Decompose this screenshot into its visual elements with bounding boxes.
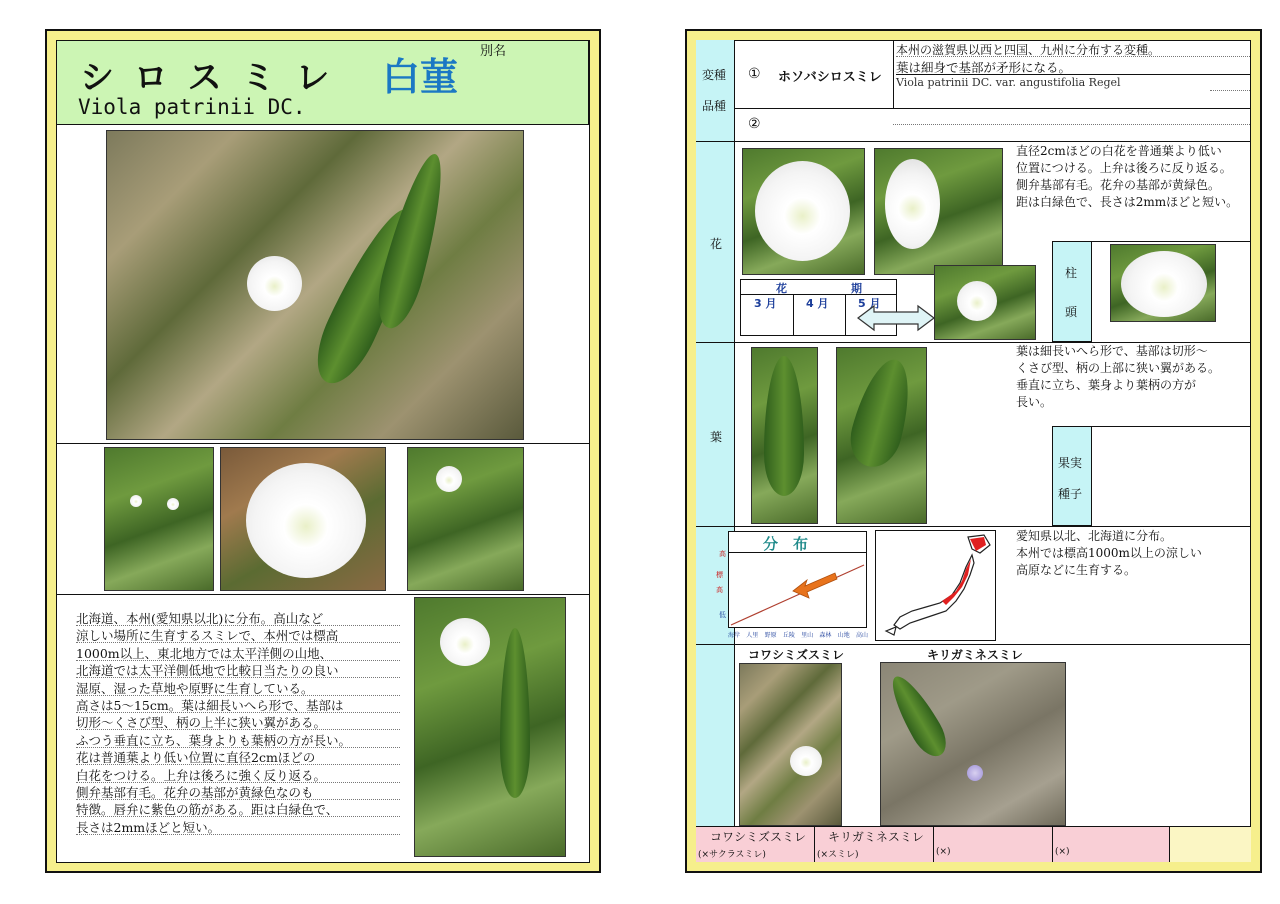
footer-cross-4: (×) [1055, 847, 1070, 857]
flower-front-photo [742, 148, 865, 275]
distribution-plot [729, 553, 866, 627]
variety-2-number: ② [748, 116, 761, 132]
flower-back-photo [934, 265, 1036, 340]
violet-flower [967, 765, 983, 781]
variety-divider [893, 40, 894, 108]
leaf-desc-line: 葉は細長いへら形で、基部は切形～ [1016, 344, 1208, 358]
leaf-shape [844, 353, 921, 472]
hybrid-2-photo [880, 662, 1066, 826]
flower-label: 花 [710, 237, 723, 251]
form-label: 品種 [702, 99, 727, 113]
variety-1-number: ① [748, 66, 761, 82]
dist-desc-line: 愛知県以北、北海道に分布。 [1016, 529, 1173, 543]
footer-cross-2: (×スミレ) [817, 850, 859, 860]
description-line: 側弁基部有毛。花弁の基部が黄緑色なのも [76, 785, 314, 800]
description-block [76, 610, 400, 850]
violet-flower [167, 498, 179, 510]
description-line: 北海道では太平洋側低地で比較日当たりの良い [76, 663, 339, 679]
leaf-desc-line: 垂直に立ち、葉身より葉柄の方が [1016, 378, 1197, 392]
footer-cross-1: (×サクラスミレ) [698, 850, 766, 860]
flower-desc-line: 側弁基部有毛。花弁の基部が黄緑色。 [1016, 178, 1221, 192]
description-line: 長さは2mmほどと短い。 [76, 819, 221, 835]
dist-y-mid-2: 高 [716, 586, 723, 594]
dist-x-label: 丘陵 [782, 632, 795, 639]
variety-1-name: ホソバシロスミレ [778, 70, 882, 85]
flowering-arrow [856, 303, 936, 333]
seed-label: 種子 [1058, 487, 1083, 501]
plant-photo [407, 447, 524, 591]
distribution-trend-line [731, 565, 864, 625]
fruit-label: 果実 [1058, 456, 1083, 470]
description-line: 北海道、本州(愛知県以北)に分布。高山など [76, 611, 324, 626]
variety-1-desc-1: 本州の滋賀県以西と四国、九州に分布する変種。 [896, 43, 1161, 57]
leaf-desc-line: 長い。 [1016, 395, 1053, 409]
distribution-range-arrow [793, 573, 837, 598]
variety-1-scientific: Viola patrinii DC. var. angustifolia Regel [896, 76, 1121, 89]
month-label: 4 月 [806, 297, 829, 310]
footer-yellow-cell [1170, 826, 1251, 862]
violet-flower [755, 161, 850, 261]
scientific-name: Viola patrinii DC. [78, 95, 306, 119]
dist-desc-line: 高原などに生育する。 [1016, 563, 1137, 577]
title-kanji: 白菫 [382, 55, 459, 99]
description-line: 特徴。唇弁に紫色の筋がある。距は白緑色で、 [76, 802, 339, 818]
main-photo [106, 130, 524, 440]
dist-y-low: 低 [719, 611, 726, 619]
violet-flower [436, 466, 462, 492]
violet-flower [246, 463, 366, 578]
ruled-line [893, 124, 1250, 125]
japan-map-shape [876, 531, 995, 640]
habitat-photo [104, 447, 214, 591]
flower-desc-line: 直径2cmほどの白花を普通葉より低い [1016, 144, 1222, 158]
variety-1-desc-2: 葉は細身で基部が矛形になる。 [896, 60, 1072, 75]
description-line: ふつう垂直に立ち、葉身よりも葉柄の方が長い。 [76, 732, 352, 748]
violet-flower [885, 159, 940, 249]
flowering-title-1: 花 [776, 282, 787, 295]
rule-line [56, 594, 589, 595]
violet-flower [440, 618, 490, 666]
flowering-arrow-shape [858, 306, 934, 330]
dist-x-label: 森林 [819, 632, 832, 639]
description-line: 湿原、湿った草地や原野に生育している。 [76, 680, 314, 696]
distribution-title: 分 布 [763, 535, 809, 553]
month-divider [845, 294, 846, 336]
violet-flower [790, 746, 822, 776]
footer-divider [933, 826, 934, 862]
flower-side-photo [874, 148, 1003, 275]
description-line: 1000m以上、東北地方では太平洋側の山地、 [76, 645, 333, 661]
leaf-shape [500, 628, 530, 798]
footer-name-1: コワシミズスミレ [710, 830, 807, 844]
row-divider [735, 108, 1251, 109]
row-divider [696, 644, 1251, 645]
alias-label: 別名 [480, 44, 507, 59]
variety-label: 変種 [702, 68, 727, 82]
leaf-photo-2 [836, 347, 927, 524]
stigma-label-cell [1052, 241, 1092, 342]
japan-outline [886, 535, 990, 635]
flower-closeup-photo [220, 447, 386, 591]
dist-x-label: 海岸 [728, 632, 741, 639]
fruit-cell-border [1092, 426, 1251, 427]
title-katakana: シ ロ ス ミ レ [80, 58, 334, 98]
dist-desc-line: 本州では標高1000m以上の涼しい [1016, 546, 1202, 560]
leaf-label: 葉 [710, 430, 723, 444]
stigma-photo [1110, 244, 1216, 322]
dist-y-high: 高 [719, 550, 726, 558]
leaf-photo-1 [751, 347, 818, 524]
dist-x-label: 人里 [746, 632, 759, 639]
description-line: 切形～くさび型、柄の上半に狭い翼がある。 [76, 715, 327, 731]
distribution-chart [728, 531, 867, 628]
row-divider [696, 141, 1251, 142]
fruit-label-cell [1052, 426, 1092, 526]
rule-line [56, 443, 589, 444]
description-line: 花は普通葉より低い位置に直径2cmほどの [76, 750, 316, 766]
footer-divider [814, 826, 815, 862]
hybrid-1-photo [739, 663, 842, 826]
ruled-line [896, 56, 1250, 57]
flower-desc-line: 距は白緑色で、長さは2mmほどと短い。 [1016, 195, 1239, 209]
dist-x-label: 高山 [855, 632, 868, 639]
footer-divider [1052, 826, 1053, 862]
row-divider [696, 526, 1251, 527]
month-label: 5 月 [858, 297, 881, 310]
ruled-line [1210, 90, 1250, 91]
stigma-label-1: 柱 [1065, 266, 1078, 280]
leaf-desc-line: くさび型、柄の上部に狭い翼がある。 [1016, 361, 1221, 375]
side-plant-photo [414, 597, 566, 857]
hybrid-2-title: キリガミネスミレ [927, 648, 1023, 662]
stigma-label-2: 頭 [1065, 305, 1078, 319]
dist-y-mid-1: 標 [716, 571, 723, 579]
description-line: 涼しい場所に生育するスミレで、本州では標高 [76, 628, 339, 644]
violet-flower [130, 495, 142, 507]
dist-x-label: 里山 [801, 632, 814, 639]
dist-x-label: 山地 [837, 632, 850, 639]
violet-flower [1121, 251, 1207, 317]
flower-desc-line: 位置につける。上弁は後ろに反り返る。 [1016, 161, 1232, 175]
leaf-shape [883, 670, 954, 763]
ruled-line [896, 74, 1250, 75]
month-label: 3 月 [754, 297, 777, 310]
stigma-cell-border [1092, 241, 1251, 242]
hybrid-1-title: コワシミズスミレ [748, 648, 845, 662]
violet-flower [247, 256, 302, 311]
month-divider [793, 294, 794, 336]
description-line: 白花をつける。上弁は後ろに強く反り返る。 [76, 767, 327, 783]
footer-cross-3: (×) [936, 847, 951, 857]
dist-x-axis [728, 630, 868, 639]
leaf-shape [764, 356, 804, 496]
flowering-title-2: 期 [851, 282, 862, 295]
footer-name-2: キリガミネスミレ [828, 830, 924, 844]
dist-x-label: 野原 [764, 632, 777, 639]
japan-map [875, 530, 996, 641]
description-line: 高さは5～15cm。葉は細長いへら形で、基部は [76, 698, 344, 713]
violet-flower [957, 281, 997, 321]
